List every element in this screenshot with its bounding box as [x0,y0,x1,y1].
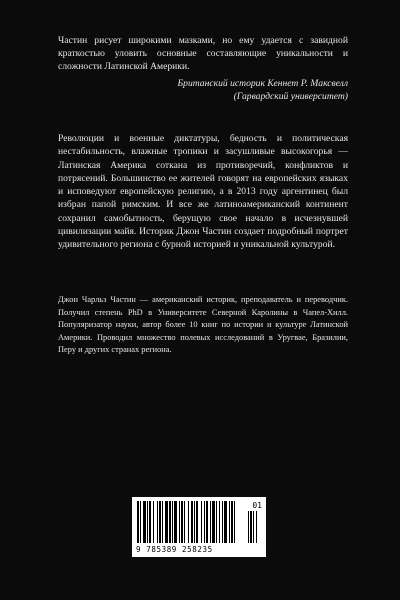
barcode-bar [191,501,193,543]
barcode-bar [172,501,173,543]
barcode-addon-bar [253,511,254,543]
isbn-barcode [132,497,266,557]
barcode-bar [212,501,215,543]
barcode-bar [222,501,223,543]
barcode-bar [137,501,139,543]
barcode-bar [181,501,183,543]
barcode-bar [140,501,141,543]
barcode-bar [147,501,148,543]
barcode-bar [234,501,235,543]
quote-attribution-name: Британский историк Кеннет Р. Максвелл [177,77,348,89]
barcode-addon-number: 01 [252,501,262,510]
barcode-bar [184,501,185,543]
author-bio: Джон Чарльз Частин — американский историк, преподаватель и переводчик. Получил степень PhD в Университете Северной Каролины в Чапел-Хилл. Популяризатор науки, автор более 10 книг по истории и культуре Латинской Америки. Проводил множество полевых исследований в Уругвае, Бразилии, Перу и других странах региона. [58,295,348,355]
barcode-bar [210,501,211,543]
review-quote [58,34,348,103]
isbn-number: 9 785389 258235 [136,545,213,554]
barcode-bar [157,501,158,543]
barcode-bar [204,501,205,543]
barcode-bar [231,501,233,543]
barcode-bar [174,501,177,543]
barcode-bar [149,501,151,543]
book-description: Революции и военные диктатуры, бедность и политическая нестабильность, влажные тропики и засушливые высокогорья — Латинская Америка соткана из противоречий, конфликтов и потрясений. Большинство ее жителей говорят на европейских языках и исповедуют европейскую религию, а в 2013 году аргентинец был избран папой римским. И все же латиноамериканский континент сохранил самобытность, берущую свое начало в исчезнувшей цивилизации майя. Историк Джон Частин создает подробный портрет удивительного региона с бурной историей и уникальной культурой. [58,133,348,251]
barcode-addon-bar [256,511,257,543]
barcode-addon-bar [248,511,249,543]
barcode-bar [169,501,171,543]
quote-text: Частин рисует широкими мазками, но ему удается с завидной краткостью уловить основные составляющие уникальности и сложности Латинской Америки. [58,35,348,73]
barcode-bar [162,501,163,543]
barcode-bar [219,501,220,543]
barcode-bar [165,501,168,543]
barcode-bar [224,501,227,543]
barcode-bar [196,501,198,543]
barcode-bar [153,501,154,543]
barcode-addon-bar [250,511,252,543]
barcode-bar [194,501,195,543]
barcode-bar [229,501,230,543]
barcode-bar [159,501,161,543]
barcode-bar [188,501,189,543]
quote-attribution-affiliation: (Гарвардский университет) [233,90,348,102]
barcode-bar [206,501,208,543]
barcode-bar [143,501,146,543]
barcode-bar [201,501,202,543]
barcode-bar [179,501,180,543]
barcode-bar [216,501,217,543]
